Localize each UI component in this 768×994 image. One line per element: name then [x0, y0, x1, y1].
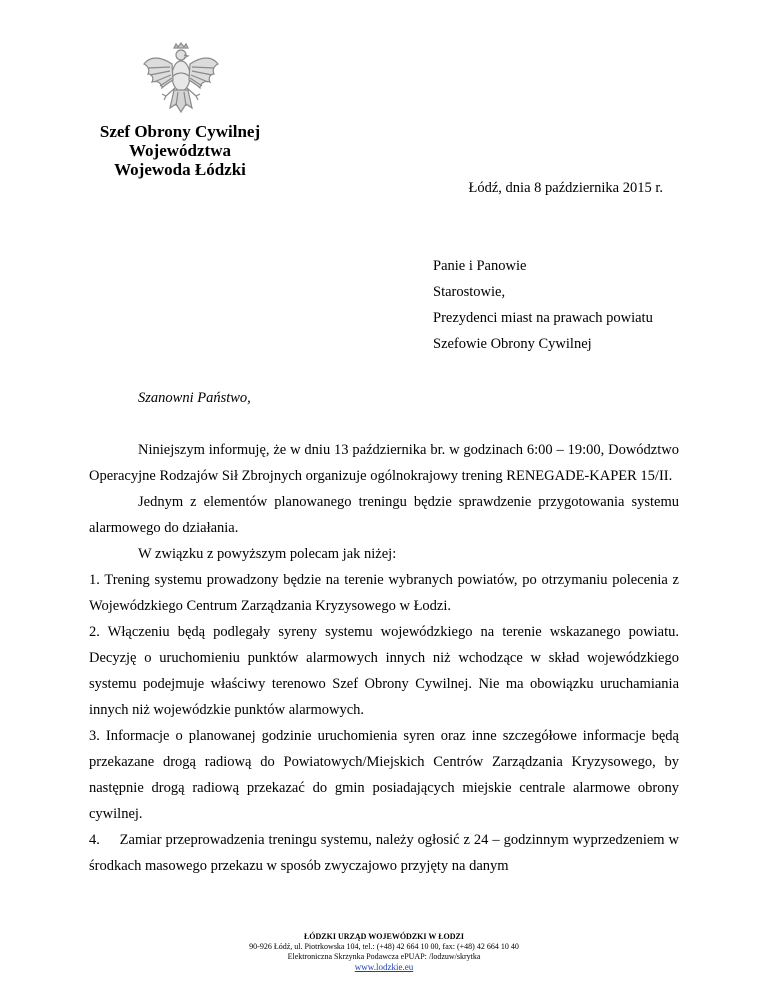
addressee-line: Prezydenci miast na prawach powiatu [433, 310, 653, 326]
addressee-block [433, 253, 653, 357]
body-paragraph: Niniejszym informuję, że w dniu 13 października br. w godzinach 6:00 – 19:00, Dowództwo Operacyjne Rodzajów Sił Zbrojnych organizuje ogólnokrajowy trening RENEGADE-KAPER 15/II. [89, 442, 679, 484]
numbered-paragraph: 3. Informacje o planowanej godzinie uruchomienia syren oraz inne szczegółowe informacje będą przekazane drogą radiową do Powiatowych/Miejskich Centrów Zarządzania Kryzysowego, by następnie drogą radiową przekazać do gmin posiadających miejskie centrale alarmowe obrony cywilnej. [89, 728, 679, 822]
addressee-line: Starostowie, [433, 284, 506, 300]
body-paragraph: Jednym z elementów planowanego treningu będzie sprawdzenie przygotowania systemu alarmowego do działania. [89, 494, 679, 536]
letter-date: Łódź, dnia 8 października 2015 r. [468, 180, 663, 196]
numbered-paragraph: 4. Zamiar przeprowadzenia treningu systemu, należy ogłosić z 24 – godzinnym wyprzedzeniem w środkach masowego przekazu w sposób zwyczajowo przyjęty na danym [89, 832, 683, 874]
body-paragraph: W związku z powyższym polecam jak niżej: [138, 546, 397, 562]
numbered-paragraph: 2. Włączeniu będą podlegały syreny systemu wojewódzkiego na terenie wskazanego powiatu. Decyzję o uruchomieniu punktów alarmowych innych niż wchodzące w skład wojewódzkiego systemu podejmuje właściwy terenowo Szef Obrony Cywilnej. Nie ma obowiązku uruchamiania innych niż wojewódzkie punktów alarmowych. [89, 624, 679, 718]
addressee-line: Szefowie Obrony Cywilnej [433, 336, 592, 352]
letterhead-footer [0, 932, 768, 973]
footer-epuap: Elektroniczna Skrzynka Podawcza ePUAP: /lodzuw/skrytka [287, 952, 481, 961]
issuer-line: Wojewoda Łódzki [114, 160, 246, 179]
issuer-line: Województwa [129, 141, 231, 160]
numbered-paragraph: 1. Trening systemu prowadzony będzie na terenie wybranych powiatów, po otrzymaniu polecenia z Wojewódzkiego Centrum Zarządzania Kryzysowego w Łodzi. [89, 572, 679, 614]
issuer-block [80, 122, 280, 179]
letter-body [89, 437, 683, 879]
footer-address: 90-926 Łódź, ul. Piotrkowska 104, tel.: (+48) 42 664 10 00, fax: (+48) 42 664 10 40 [249, 942, 519, 951]
footer-office: ŁÓDZKI URZĄD WOJEWÓDZKI W ŁODZI [303, 932, 465, 941]
footer-website-link[interactable]: www.lodzkie.eu [354, 962, 414, 972]
salutation: Szanowni Państwo, [138, 390, 251, 406]
issuer-line: Szef Obrony Cywilnej [99, 122, 261, 141]
white-eagle-emblem-icon [140, 42, 222, 118]
addressee-line: Panie i Panowie [433, 258, 527, 274]
